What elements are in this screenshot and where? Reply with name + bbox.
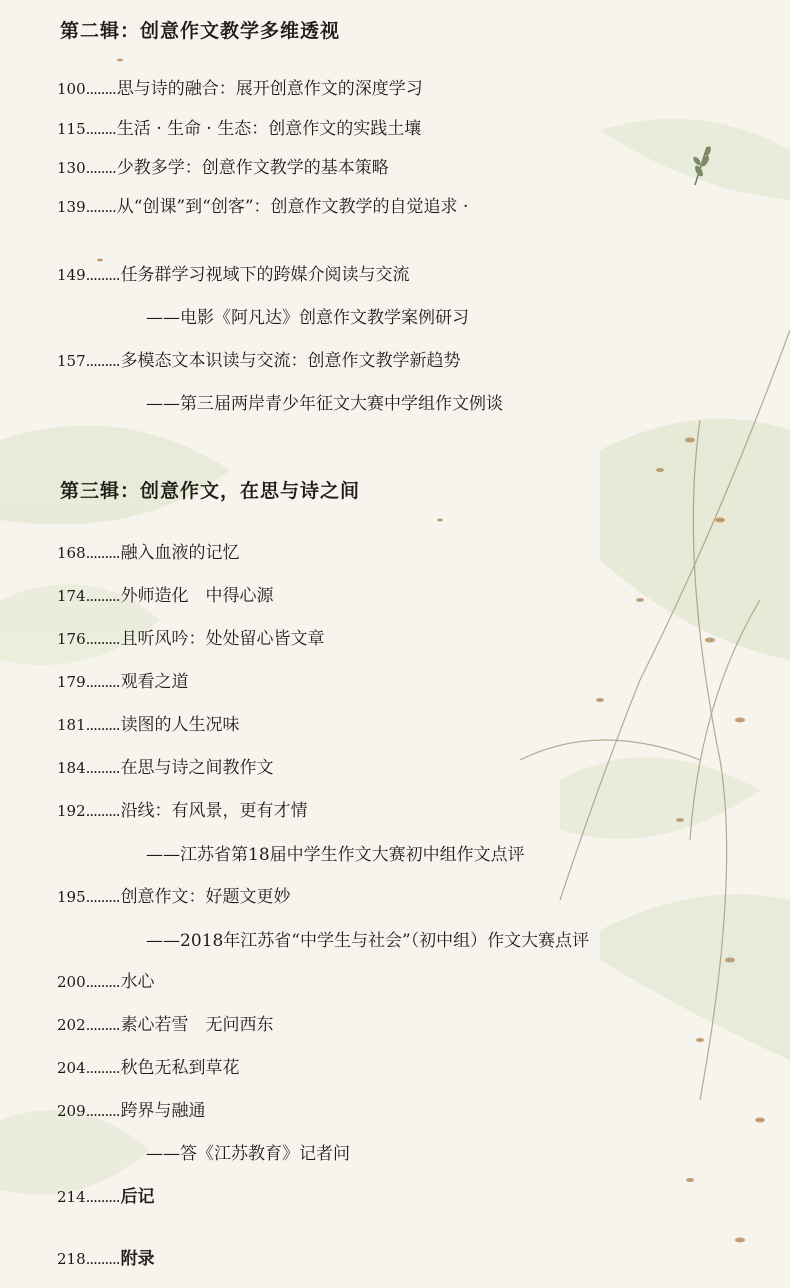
leader-dots: ......... bbox=[85, 802, 120, 820]
toc-entry[interactable] bbox=[57, 796, 308, 821]
toc-entry[interactable] bbox=[57, 882, 291, 907]
toc-entry[interactable] bbox=[57, 753, 274, 778]
entry-subtitle: ——江苏省第18届中学生作文大赛初中组作文点评 bbox=[146, 845, 525, 865]
leader-dots: ........ bbox=[85, 198, 116, 216]
leader-dots: ........ bbox=[85, 80, 116, 98]
entry-subtitle: ——电影《阿凡达》创意作文教学案例研习 bbox=[146, 308, 469, 328]
leader-dots: ......... bbox=[85, 888, 120, 906]
page-number: 115 bbox=[57, 120, 86, 138]
page-number: 184 bbox=[57, 759, 86, 777]
leader-dots: ......... bbox=[85, 1059, 120, 1077]
leader-dots: ......... bbox=[85, 1102, 120, 1120]
page-number: 176 bbox=[57, 630, 86, 648]
section-heading: 第二辑：创意作文教学多维透视 bbox=[60, 20, 341, 42]
leader-dots: ......... bbox=[85, 587, 120, 605]
page-number: 179 bbox=[57, 673, 86, 691]
page-number: 200 bbox=[57, 973, 86, 991]
page-number: 214 bbox=[57, 1188, 86, 1206]
page-number: 139 bbox=[57, 198, 86, 216]
page-number: 130 bbox=[57, 159, 86, 177]
page-number: 192 bbox=[57, 802, 86, 820]
entry-title: 跨界与融通 bbox=[120, 1101, 206, 1121]
entry-title: 多模态文本识读与交流：创意作文教学新趋势 bbox=[120, 351, 461, 371]
toc-entry[interactable] bbox=[57, 710, 240, 735]
toc-entry[interactable] bbox=[57, 1010, 274, 1035]
page-number: 168 bbox=[57, 544, 86, 562]
leader-dots: ......... bbox=[85, 1250, 120, 1268]
toc-entry[interactable] bbox=[57, 153, 389, 178]
entry-title: 少教多学：创意作文教学的基本策略 bbox=[116, 158, 389, 178]
leader-dots: ......... bbox=[85, 1016, 120, 1034]
leader-dots: ......... bbox=[85, 630, 120, 648]
entry-title: 思与诗的融合：展开创意作文的深度学习 bbox=[116, 79, 423, 99]
toc-entry[interactable] bbox=[57, 624, 325, 649]
page-number: 195 bbox=[57, 888, 86, 906]
toc-entry[interactable] bbox=[57, 967, 155, 992]
leader-dots: ......... bbox=[85, 1188, 120, 1206]
page-number: 100 bbox=[57, 80, 86, 98]
toc-entry[interactable] bbox=[57, 1053, 240, 1078]
entry-title: 读图的人生况味 bbox=[120, 715, 240, 735]
entry-title: 生活 · 生命 · 生态：创意作文的实践土壤 bbox=[116, 119, 422, 139]
page-number: 204 bbox=[57, 1059, 86, 1077]
leader-dots: ......... bbox=[85, 266, 120, 284]
toc-entry[interactable] bbox=[57, 1182, 155, 1207]
page-number: 157 bbox=[57, 352, 86, 370]
entry-title: 外师造化 中得心源 bbox=[120, 586, 274, 606]
leader-dots: ......... bbox=[85, 759, 120, 777]
toc-entry[interactable] bbox=[57, 74, 423, 99]
toc-entry[interactable] bbox=[57, 260, 410, 285]
page-number: 218 bbox=[57, 1250, 86, 1268]
page-number: 202 bbox=[57, 1016, 86, 1034]
leader-dots: ......... bbox=[85, 716, 120, 734]
entry-title: 素心若雪 无问西东 bbox=[120, 1015, 274, 1035]
toc-entry[interactable] bbox=[57, 114, 421, 139]
entry-subtitle: ——答《江苏教育》记者问 bbox=[146, 1144, 350, 1164]
entry-subtitle: ——2018年江苏省“中学生与社会”（初中组）作文大赛点评 bbox=[146, 931, 590, 951]
leader-dots: ......... bbox=[85, 352, 120, 370]
toc-entry[interactable] bbox=[57, 667, 189, 692]
leader-dots: ......... bbox=[85, 673, 120, 691]
section-heading: 第三辑：创意作文，在思与诗之间 bbox=[60, 480, 361, 502]
entry-title: 从“创课”到“创客”：创意作文教学的自觉追求 · bbox=[116, 197, 469, 217]
entry-title: 秋色无私到草花 bbox=[120, 1058, 240, 1078]
toc-entry[interactable] bbox=[57, 1244, 155, 1269]
page-number: 181 bbox=[57, 716, 86, 734]
toc-entry[interactable] bbox=[57, 192, 468, 217]
leader-dots: ........ bbox=[85, 159, 116, 177]
toc-entry[interactable] bbox=[57, 581, 274, 606]
entry-title: 创意作文：好题文更妙 bbox=[120, 887, 291, 907]
page-number: 174 bbox=[57, 587, 86, 605]
entry-title: 水心 bbox=[120, 972, 155, 992]
entry-title: 且听风吟：处处留心皆文章 bbox=[120, 629, 325, 649]
toc-entry[interactable] bbox=[57, 1096, 206, 1121]
entry-title: 任务群学习视域下的跨媒介阅读与交流 bbox=[120, 265, 410, 285]
entry-title: 附录 bbox=[120, 1249, 155, 1269]
leader-dots: ........ bbox=[85, 120, 116, 138]
entry-title: 融入血液的记忆 bbox=[120, 543, 240, 563]
toc-entry[interactable] bbox=[57, 538, 240, 563]
entry-title: 观看之道 bbox=[120, 672, 189, 692]
entry-title: 在思与诗之间教作文 bbox=[120, 758, 274, 778]
entry-title: 后记 bbox=[120, 1187, 155, 1207]
leader-dots: ......... bbox=[85, 544, 120, 562]
page-number: 209 bbox=[57, 1102, 86, 1120]
toc-entry[interactable] bbox=[57, 346, 461, 371]
page-number: 149 bbox=[57, 266, 86, 284]
entry-title: 沿线：有风景，更有才情 bbox=[120, 801, 308, 821]
entry-subtitle: ——第三届两岸青少年征文大赛中学组作文例谈 bbox=[146, 394, 503, 414]
leader-dots: ......... bbox=[85, 973, 120, 991]
